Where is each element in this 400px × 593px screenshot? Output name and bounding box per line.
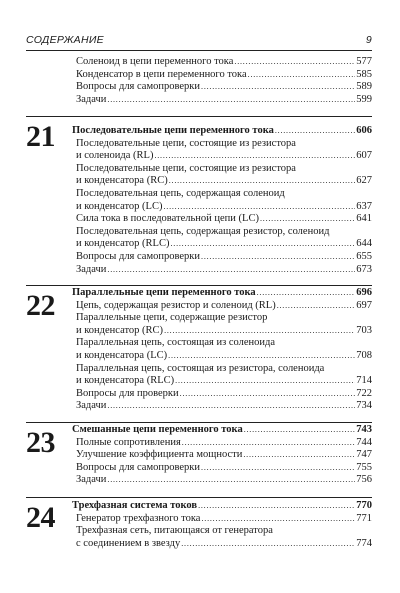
chapter-24-entries — [72, 500, 372, 550]
chapter-number: 23 — [26, 426, 55, 459]
toc-entry[interactable]: Соленоид в цепи переменного тока ..... 577 — [72, 56, 372, 69]
toc-entry-line: Параллельная цепь, состоящая из резистора, соленоида — [76, 362, 325, 374]
toc-entry[interactable]: Цепь, содержащая резистор и соленоид (RL) ..... 697 — [72, 300, 372, 313]
chapter-divider — [26, 497, 372, 498]
toc-entry[interactable]: с соединением в звезду ..... 774 — [72, 538, 372, 551]
toc-entry[interactable]: и конденсатор (LC) ..... 637 — [72, 201, 372, 214]
toc-entry-line: Трехфазная сеть, питающаяся от генератора — [76, 525, 273, 537]
toc-entry[interactable]: Полные сопротивления ..... 744 — [72, 437, 372, 450]
toc-entry[interactable]: Улучшение коэффициента мощности ..... 747 — [72, 449, 372, 462]
chapter-23-entries — [72, 424, 372, 487]
toc-entry[interactable]: Задачи ..... 734 — [72, 400, 372, 413]
toc-entry[interactable]: Генератор трехфазного тока ..... 771 — [72, 513, 372, 526]
toc-entry-line: Последовательная цепь, содержащая соленоид — [76, 187, 285, 199]
toc-entry[interactable]: и конденсатор (RC) ..... 703 — [72, 325, 372, 338]
toc-entry-line: Параллельная цепь, состоящая из соленоида — [76, 337, 276, 349]
chapter-21-entries — [72, 125, 372, 276]
toc-entry[interactable]: Вопросы для проверки ..... 722 — [72, 388, 372, 401]
toc-entry-line: Последовательные цепи, состоящие из резистора — [76, 137, 296, 149]
toc-entry[interactable]: Сила тока в последовательной цепи (LC) ..... 641 — [72, 213, 372, 226]
chapter-title[interactable]: Параллельные цепи переменного тока ..... 696 — [72, 287, 372, 300]
chapter-divider — [26, 116, 372, 117]
chapter-number: 22 — [26, 289, 55, 322]
toc-entry[interactable]: Вопросы для самопроверки ..... 655 — [72, 251, 372, 264]
header-page-number: 9 — [365, 34, 372, 46]
toc-entry[interactable]: и конденсатора (RC) ..... 627 — [72, 175, 372, 188]
chapter-number: 24 — [26, 501, 55, 534]
toc-entry[interactable]: Вопросы для самопроверки ..... 755 — [72, 462, 372, 475]
toc-entry[interactable]: и конденсатор (RLC) ..... 644 — [72, 238, 372, 251]
chapter-title[interactable]: Последовательные цепи переменного тока ..... 606 — [72, 125, 372, 138]
toc-top-entries — [72, 56, 372, 106]
toc-entry[interactable]: Задачи ..... 756 — [72, 474, 372, 487]
toc-entry-line: Параллельные цепи, содержащие резистор — [76, 312, 268, 324]
chapter-divider — [26, 285, 372, 286]
toc-entry-line: Последовательная цепь, содержащая резистор, соленоид — [76, 225, 330, 237]
chapter-22-entries — [72, 287, 372, 413]
chapter-divider — [26, 422, 372, 423]
toc-entry[interactable]: и соленоида (RL) ..... 607 — [72, 150, 372, 163]
toc-entry[interactable]: и конденсатора (LC) ..... 708 — [72, 350, 372, 363]
chapter-title[interactable]: Смешанные цепи переменного тока ..... 743 — [72, 424, 372, 437]
header-title: СОДЕРЖАНИЕ — [26, 34, 104, 46]
toc-entry[interactable]: Вопросы для самопроверки ..... 589 — [72, 81, 372, 94]
chapter-number: 21 — [26, 120, 55, 153]
toc-entry[interactable]: Конденсатор в цепи переменного тока ..... 585 — [72, 69, 372, 82]
toc-entry[interactable]: Задачи ..... 599 — [72, 94, 372, 107]
chapter-title[interactable]: Трехфазная система токов ..... 770 — [72, 500, 372, 513]
toc-entry[interactable]: и конденсатора (RLC) ..... 714 — [72, 375, 372, 388]
running-header — [26, 32, 372, 51]
toc-entry[interactable]: Задачи ..... 673 — [72, 264, 372, 277]
toc-entry-line: Последовательные цепи, состоящие из резистора — [76, 162, 296, 174]
